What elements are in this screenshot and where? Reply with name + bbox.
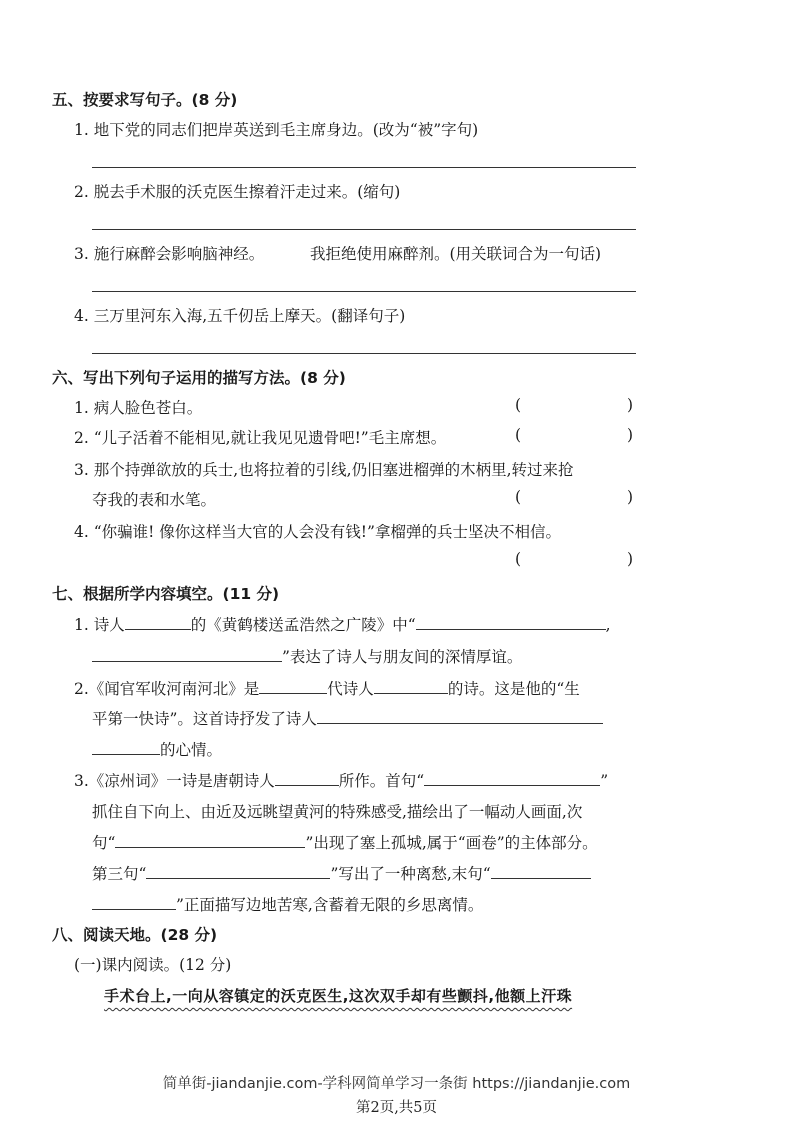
sec7-q2-text-5: 的心情。 bbox=[160, 741, 223, 759]
sec6-question-4: 4. “你骗谁! 像你这样当大官的人会没有钱!”拿榴弹的兵士坚决不相信。 bbox=[74, 523, 561, 541]
footer-site-link[interactable]: 简单街-jiandanjie.com-学科网简单学习一条街 https://jiandanjie.com bbox=[162, 1076, 631, 1092]
sec5-question-2: 2. 脱去手术服的沃克医生擦着汗走过来。(缩句) bbox=[74, 183, 401, 201]
sec7-q1-text-2: 的《黄鹤楼送孟浩然之广陵》中“ bbox=[190, 616, 416, 634]
section-6-title: 六、写出下列句子运用的描写方法。(8 分) bbox=[52, 369, 346, 387]
section-7-title: 七、根据所学内容填空。(11 分) bbox=[52, 585, 280, 603]
sec5-question-3a: 3. 施行麻醉会影响脑神经。 bbox=[74, 245, 265, 263]
sec6-question-3a: 3. 那个持弹欲放的兵士,也将拉着的引线,仍旧塞进榴弹的木柄里,转过来抢 bbox=[74, 461, 574, 479]
sec7-q2-text-4: 平第一快诗”。这首诗抒发了诗人 bbox=[92, 710, 317, 728]
answer-paren-close-6-3: ) bbox=[627, 488, 634, 506]
sec5-question-3b: 我拒绝使用麻醉剂。(用关联词合为一句话) bbox=[310, 245, 602, 263]
sec6-question-3b: 夺我的表和水笔。 bbox=[92, 491, 217, 509]
blank-dynasty[interactable] bbox=[259, 679, 327, 694]
sec7-q3-text-8: ”正面描写边地苦寒,含蓄着无限的乡思离情。 bbox=[176, 896, 484, 914]
sec7-q2-text-3: 的诗。这是他的“生 bbox=[447, 680, 580, 698]
sec7-q2-text-2: 代诗人 bbox=[327, 680, 374, 698]
sec7-question-2-line-2 bbox=[92, 707, 603, 729]
sec6-question-2: 2. “儿子活着不能相见,就让我见见遗骨吧!”毛主席想。 bbox=[74, 429, 447, 447]
sec7-question-1-line-2 bbox=[92, 645, 522, 667]
blank-second-line[interactable] bbox=[115, 833, 305, 848]
page-number: 第2页,共5页 bbox=[355, 1100, 438, 1116]
blank-verse-2[interactable] bbox=[92, 647, 282, 662]
section-5-title: 五、按要求写句子。(8 分) bbox=[52, 91, 238, 109]
sec7-question-2-line-3 bbox=[92, 738, 222, 760]
answer-line-5-4[interactable] bbox=[92, 353, 636, 354]
answer-paren-close-6-2: ) bbox=[627, 426, 634, 444]
reading-passage-line bbox=[104, 985, 572, 1006]
sec7-question-3-line-1 bbox=[74, 769, 608, 791]
sec7-q1-text-4: ”表达了诗人与朋友间的深情厚谊。 bbox=[282, 648, 523, 666]
sec5-question-4: 4. 三万里河东入海,五千仞岳上摩天。(翻译句子) bbox=[74, 307, 406, 325]
blank-first-line[interactable] bbox=[424, 771, 600, 786]
sec6-question-1: 1. 病人脸色苍白。 bbox=[74, 399, 203, 417]
answer-paren-open-6-2: ( bbox=[515, 426, 522, 444]
blank-poet-3[interactable] bbox=[275, 771, 339, 786]
blank-feeling-2[interactable] bbox=[92, 740, 160, 755]
sec7-question-2-line-1 bbox=[74, 677, 580, 699]
sec7-q3-text-3: ” bbox=[600, 772, 609, 790]
answer-line-5-1[interactable] bbox=[92, 167, 636, 168]
sec7-q3-text-5: ”出现了塞上孤城,属于“画卷”的主体部分。 bbox=[305, 834, 598, 852]
answer-paren-open-6-3: ( bbox=[515, 488, 522, 506]
sec7-question-3-line-3 bbox=[92, 831, 598, 853]
answer-line-5-2[interactable] bbox=[92, 229, 636, 230]
sec7-q3-text-1: 3.《凉州词》一诗是唐朝诗人 bbox=[74, 772, 275, 790]
blank-last-line-1[interactable] bbox=[491, 864, 591, 879]
sec7-q3-text-4: 句“ bbox=[92, 834, 116, 852]
sec7-question-3-line-5 bbox=[92, 893, 483, 915]
sec7-q3-text-6: 第三句“ bbox=[92, 865, 147, 883]
sec7-question-3-line-2: 抓住自下向上、由近及远眺望黄河的特殊感受,描绘出了一幅动人画面,次 bbox=[92, 803, 583, 821]
blank-feeling-1[interactable] bbox=[317, 709, 603, 724]
blank-third-line[interactable] bbox=[146, 864, 330, 879]
blank-poet-2[interactable] bbox=[374, 679, 448, 694]
answer-line-5-3[interactable] bbox=[92, 291, 636, 292]
sec5-question-1: 1. 地下党的同志们把岸英送到毛主席身边。(改为“被”字句) bbox=[74, 121, 479, 139]
sec8-subsection: (一)课内阅读。(12 分) bbox=[74, 956, 232, 974]
section-8-title: 八、阅读天地。(28 分) bbox=[52, 926, 218, 944]
sec7-q1-text-3: , bbox=[605, 616, 611, 634]
answer-paren-close-6-4: ) bbox=[627, 550, 634, 568]
blank-verse-1[interactable] bbox=[416, 615, 606, 630]
sec7-q1-text-1: 1. 诗人 bbox=[74, 616, 125, 634]
answer-paren-close-6-1: ) bbox=[627, 396, 634, 414]
answer-paren-open-6-1: ( bbox=[515, 396, 522, 414]
answer-paren-open-6-4: ( bbox=[515, 550, 522, 568]
blank-last-line-2[interactable] bbox=[92, 895, 176, 910]
sec7-q3-text-7: ”写出了一种离愁,末句“ bbox=[330, 865, 491, 883]
sec7-q3-text-2: 所作。首句“ bbox=[338, 772, 425, 790]
sec7-question-3-line-4 bbox=[92, 862, 591, 884]
blank-poet-1[interactable] bbox=[125, 615, 191, 630]
sec7-question-1-line-1 bbox=[74, 613, 611, 635]
reading-passage-text: 手术台上,一向从容镇定的沃克医生,这次双手却有些颤抖,他额上汗珠 bbox=[104, 987, 573, 1005]
sec7-q2-text-1: 2.《闻官军收河南河北》是 bbox=[74, 680, 260, 698]
